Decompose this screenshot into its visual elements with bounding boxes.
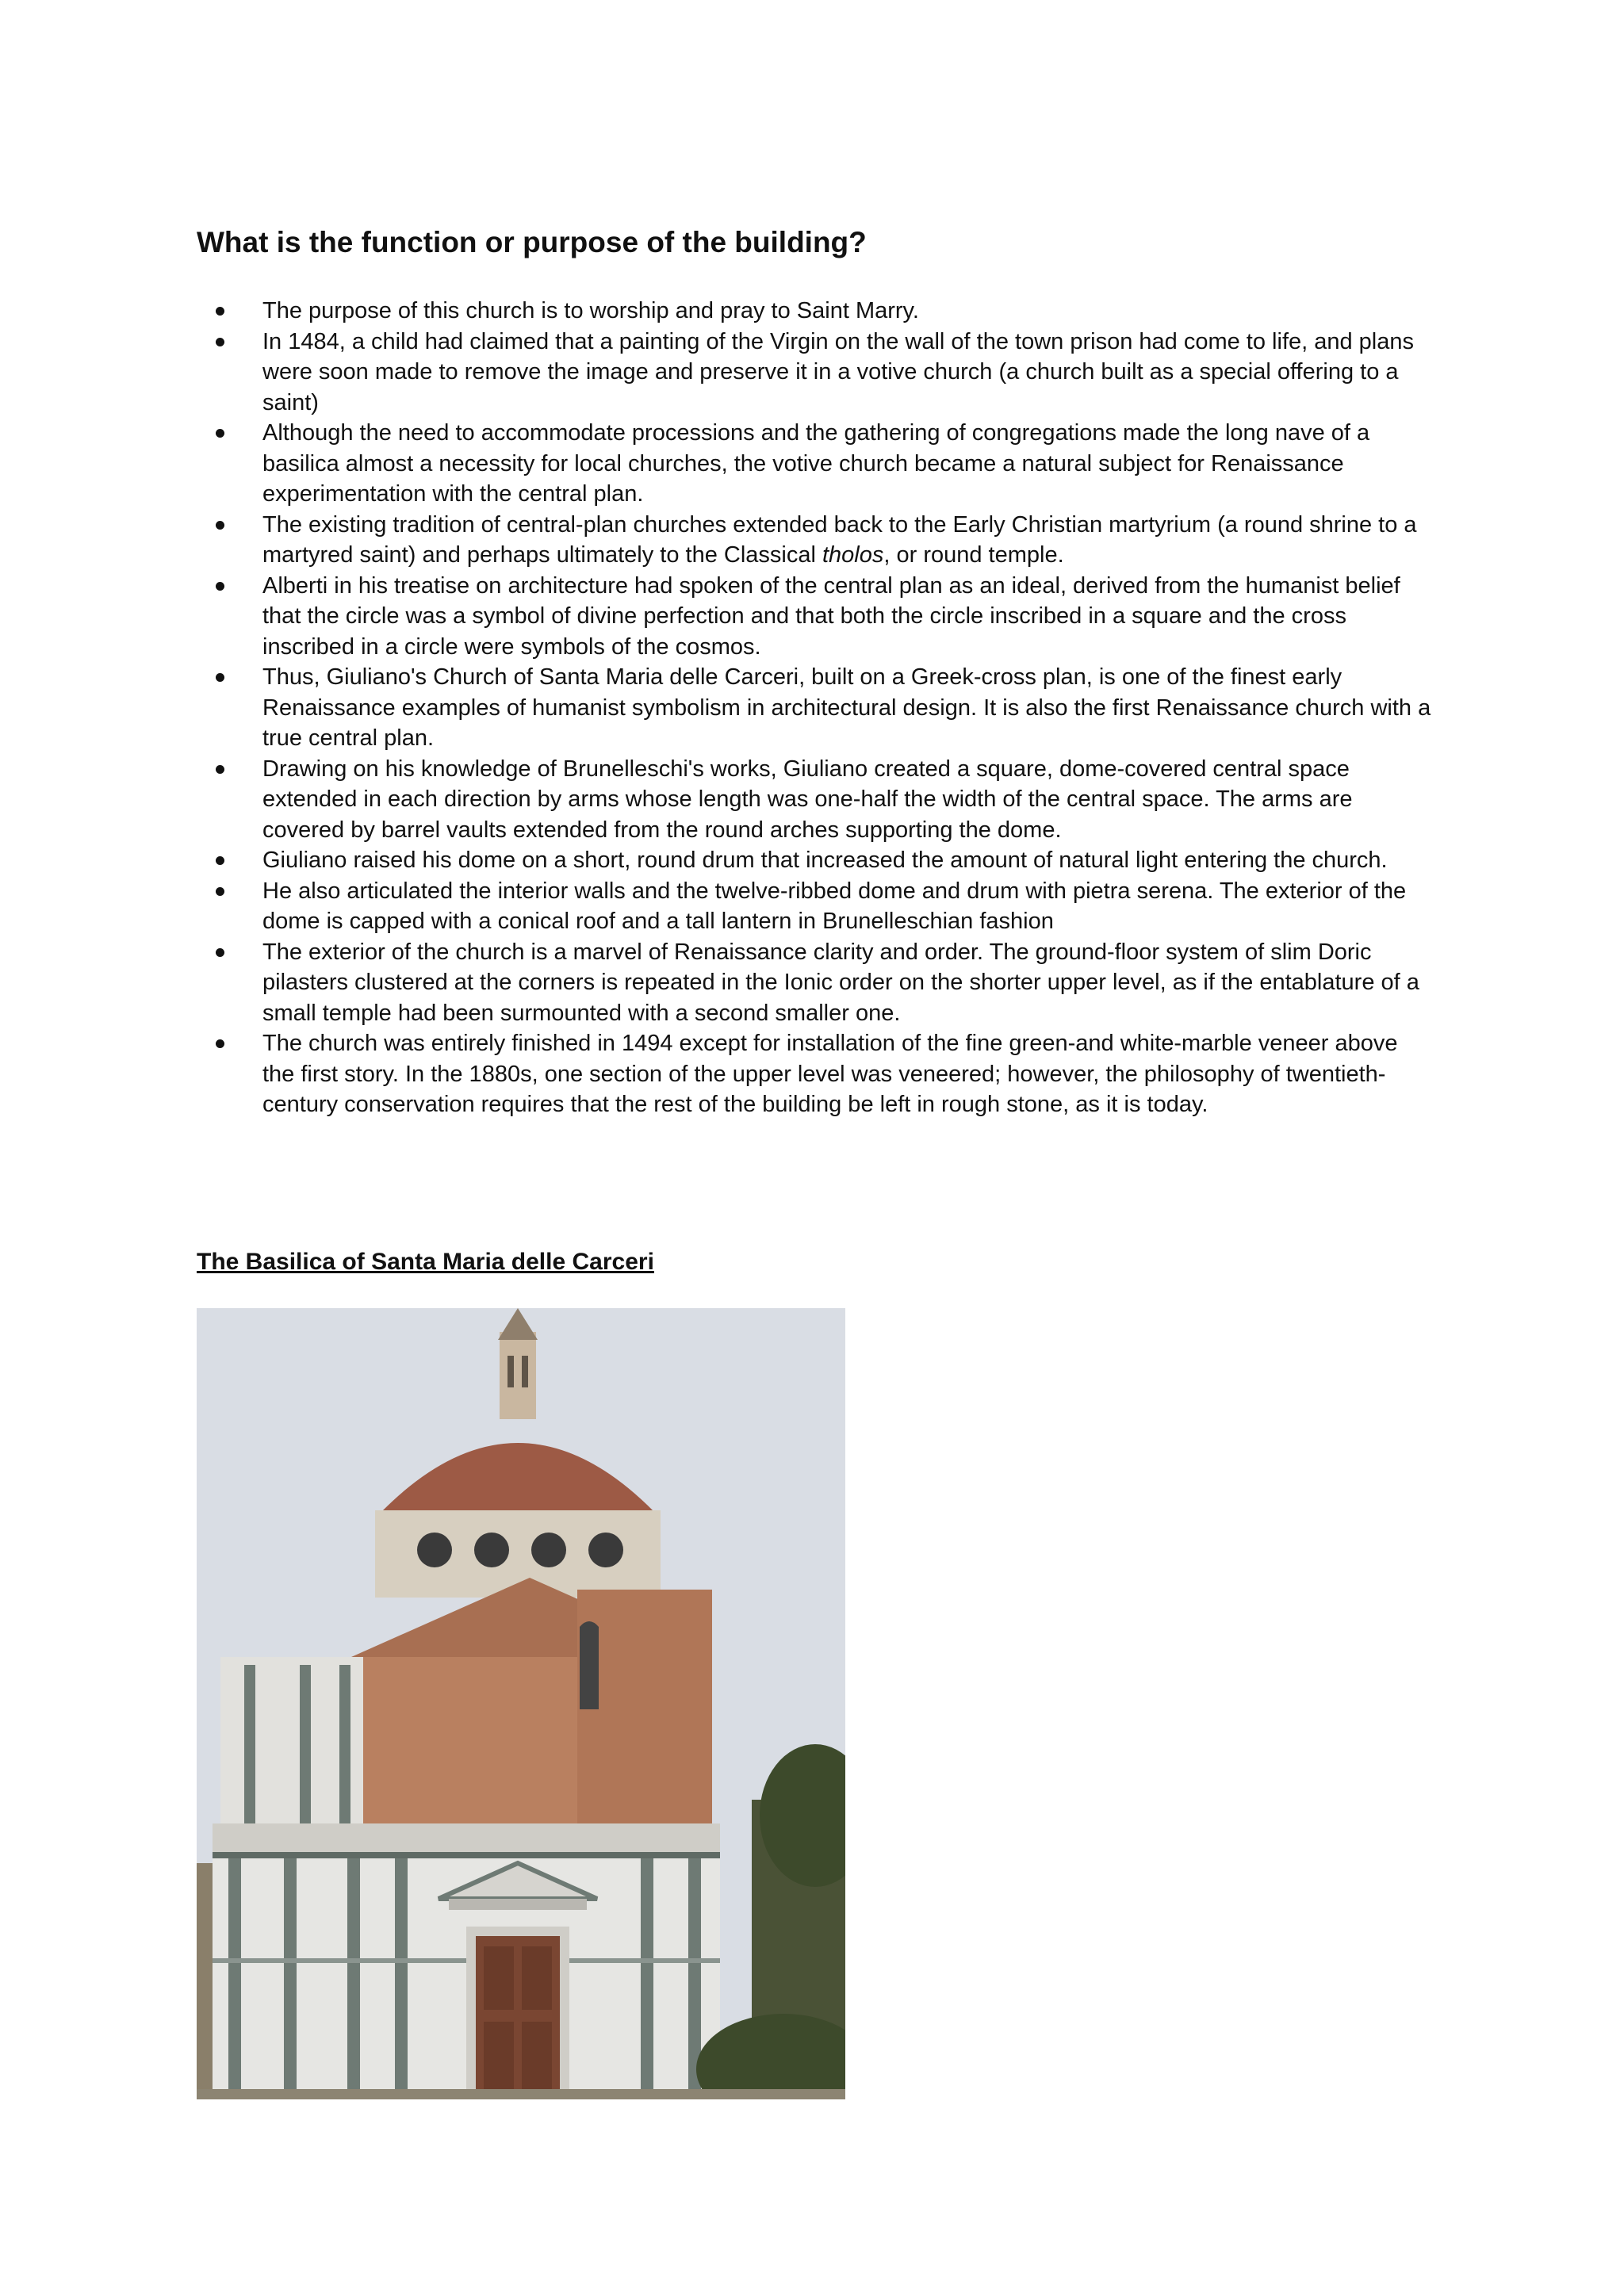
list-item [197, 510, 1434, 571]
bullet-text: Giuliano raised his dome on a short, round drum that increased the amount of natural light entering the church. [262, 848, 1388, 873]
list-item [197, 418, 1434, 510]
bullet-text: Thus, Giuliano's Church of Santa Maria delle Carceri, built on a Greek-cross plan, is one of the finest early Renaissance examples of humanist symbolism in architectural design. It is also the first Renaissance church with a true central plan. [262, 664, 1431, 751]
bullet-icon [216, 887, 224, 896]
bullet-text-before: The existing tradition of central-plan churches extended back to the Early Christian martyrium (a round shrine to a martyred saint) and perhaps ultimately to the Classical [262, 511, 1417, 568]
list-item [197, 937, 1434, 1029]
basilica-photo [197, 1308, 845, 2099]
bullet-text: Drawing on his knowledge of Brunelleschi's works, Giuliano created a square, dome-covered central space extended in each direction by arms whose length was one-half the width of the central space. The arms are covered by barrel vaults extended from the round arches supporting the dome. [262, 756, 1353, 843]
figure-caption: The Basilica of Santa Maria delle Carceri [197, 1249, 654, 1275]
bullet-icon [216, 521, 224, 530]
list-item [197, 327, 1434, 419]
bullet-icon [216, 338, 224, 346]
page-heading: What is the function or purpose of the building? [197, 226, 867, 258]
bullet-list [197, 296, 1434, 1120]
list-item [197, 845, 1434, 876]
bullet-icon [216, 856, 224, 865]
list-item [197, 1028, 1434, 1120]
list-item [197, 876, 1434, 937]
drum-oculus [531, 1533, 566, 1567]
bullet-text: The purpose of this church is to worship and pray to Saint Marry. [262, 298, 919, 323]
basilica-illustration [197, 1308, 845, 2099]
bullet-text: Alberti in his treatise on architecture had spoken of the central plan as an ideal, derived from the humanist belief that the circle was a symbol of divine perfection and that both the circle inscribed in a square and the cross inscribed in a circle were symbols of the cosmos. [262, 572, 1400, 660]
list-item [197, 662, 1434, 754]
upper-window [580, 1627, 599, 1709]
bullet-text: Although the need to accommodate processions and the gathering of congregations made the long nave of a basilica almost a necessity for local churches, the votive church became a natural subject for Renaissance experimentation with the central plan. [262, 420, 1370, 507]
bullet-icon [216, 307, 224, 316]
bullet-text: He also articulated the interior walls and the twelve-ribbed dome and drum with pietra serena. The exterior of the dome is capped with a conical roof and a tall lantern in Brunelleschian fashion [262, 878, 1407, 934]
bullet-icon [216, 429, 224, 438]
bullet-text-after: , or round temple. [883, 542, 1064, 568]
bullet-icon [216, 1039, 224, 1048]
drum-oculus [417, 1533, 452, 1567]
lantern [500, 1332, 536, 1419]
list-item [197, 571, 1434, 663]
list-item [197, 754, 1434, 846]
bullet-icon [216, 765, 224, 774]
bullet-text: The church was entirely finished in 1494 except for installation of the fine green-and white-marble veneer above the first story. In the 1880s, one section of the upper level was veneered; however, the philosophy of twentieth-century conservation requires that the rest of the building be left in rough stone, as it is today. [262, 1031, 1398, 1117]
bullet-text: The exterior of the church is a marvel of Renaissance clarity and order. The ground-floor system of slim Doric pilasters clustered at the corners is repeated in the Ionic order on the shorter upper level, as if the entablature of a small temple had been surmounted with a second smaller one. [262, 939, 1419, 1026]
bullet-icon [216, 948, 224, 957]
bullet-text: In 1484, a child had claimed that a painting of the Virgin on the wall of the town prison had come to life, and plans were soon made to remove the image and preserve it in a votive church (a church built as a special offering to a saint) [262, 328, 1415, 415]
list-item [197, 296, 1434, 327]
drum-oculus [588, 1533, 623, 1567]
bullet-text-italic: tholos [822, 542, 884, 568]
ground [197, 2089, 845, 2099]
bullet-icon [216, 673, 224, 682]
drum-oculus [474, 1533, 509, 1567]
entablature [213, 1823, 720, 1855]
bullet-icon [216, 582, 224, 591]
